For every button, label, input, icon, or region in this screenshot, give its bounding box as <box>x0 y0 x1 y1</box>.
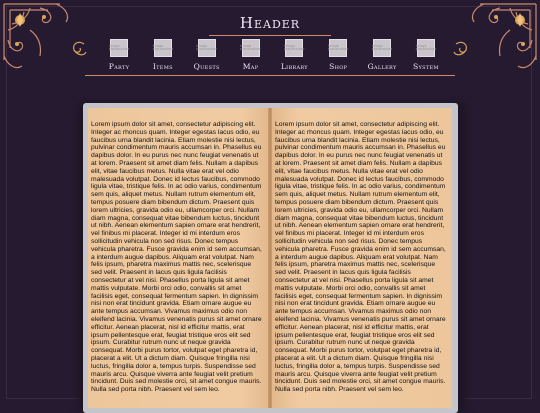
system-icon: image placeholder <box>417 39 435 57</box>
shop-icon: image placeholder <box>329 39 347 57</box>
nav-item-party[interactable] <box>100 39 138 73</box>
nav-label-map: Map <box>242 62 259 71</box>
ornament-corner-right <box>450 0 540 85</box>
quests-icon: image placeholder <box>198 39 216 57</box>
nav-item-library[interactable] <box>275 39 313 73</box>
items-icon: image placeholder <box>154 39 172 57</box>
nav-item-shop[interactable] <box>319 39 357 73</box>
nav-item-quests[interactable] <box>188 39 226 73</box>
nav-item-map[interactable] <box>232 39 270 73</box>
nav-divider <box>85 75 455 76</box>
nav-label-quests: Quests <box>193 62 220 71</box>
left-page-text: Lorem ipsum dolor sit amet, consectetur adipiscing elit. Integer ac rhoncus quam. Integer egestas lacus odio, eu faucibus urna blandit lacinia. Etiam molestie nisi lectus, pulvinar condimentum mauris accumsan in. Phasellus eu dapibus dolor. In eu purus nec nunc feugiat venenatis ut at lorem. Praesent sit amet diam felis. Nullam a dapibus elit, vitae faucibus metus. Nulla vitae erat vel odio malesuada volutpat. Donec id lectus faucibus, commodo ligula vitae, tristique felis. In ac odio varius, condimentum sem quis, aliquet metus. Nullam rutrum elementum elit, tempus posuere diam bibendum dictum. Praesent quis lorem ultricies, gravida odio eu, ullamcorper orci. Nullam diam magna, consequat vitae bibendum luctus, tincidunt ut nibh. Aenean elementum sapien ornare erat hendrerit, vel finibus mi placerat. Integer id mi interdum eros sollicitudin vehicula non sed risus. Donec tempus vehicula pharetra. Fusce gravida enim id sem accumsan, a interdum augue dapibus. Aliquam erat volutpat. Nam felis ipsum, pharetra maximus mattis nec, scelerisque sed velit. Praesent in lacus quis ligula facilisis consectetur at vel nisi. Phasellus porta ligula sit amet mattis vulputate. Morbi orci odio, convallis sit amet facilisis eget, consequat fermentum sapien. In dignissim nisi non erat tincidunt gravida. Etiam ornare augue eu ante tempus accumsan. Vivamus maximus odio non eleifend lacinia. Vivamus venenatis purus sit amet ornare efficitur. Aenean placerat, nisl id efficitur mattis, erat ipsum pellentesque erat, feugiat tristique eros elit sed ipsum. Curabitur rutrum nunc ut neque gravida consequat. Morbi purus tortor, volutpat eget pharetra id, placerat a elit. Ut a dictum diam. Quisque fringilla nisi luctus, fringilla dolor a, tempus turpis. Suspendisse sed mauris arcu. Quisque viverra ante feugiat velit pretium tincidunt. Duis sed molestie orci, sit amet congue mauris. Nulla sed porta nibh. Praesent vel sem leo. <box>91 121 262 394</box>
nav-label-library: Library <box>280 62 308 71</box>
nav-label-items: Items <box>152 62 173 71</box>
nav-label-shop: Shop <box>329 62 348 71</box>
gallery-icon: image placeholder <box>373 39 391 57</box>
book-page-left <box>88 108 268 408</box>
party-icon: image placeholder <box>110 39 128 57</box>
nav-label-gallery: Gallery <box>367 62 397 71</box>
title-divider <box>209 35 331 36</box>
nav-item-system[interactable] <box>407 39 445 73</box>
library-icon: image placeholder <box>285 39 303 57</box>
page-title: Header <box>239 14 301 32</box>
nav-label-system: System <box>412 62 439 71</box>
nav-item-gallery[interactable] <box>363 39 401 73</box>
nav-item-items[interactable] <box>144 39 182 73</box>
right-page-text: Lorem ipsum dolor sit amet, consectetur adipiscing elit. Integer ac rhoncus quam. Integer egestas lacus odio, eu faucibus urna blandit lacinia. Etiam molestie nisi lectus, pulvinar condimentum mauris accumsan in. Phasellus eu dapibus dolor. In eu purus nec nunc feugiat venenatis ut at lorem. Praesent sit amet diam felis. Nullam a dapibus elit, vitae faucibus metus. Nulla vitae erat vel odio malesuada volutpat. Donec id lectus faucibus, commodo ligula vitae, tristique felis. In ac odio varius, condimentum sem quis, aliquet metus. Nullam rutrum elementum elit, tempus posuere diam bibendum dictum. Praesent quis lorem ultricies, gravida odio eu, ullamcorper orci. Nullam diam magna, consequat vitae bibendum luctus, tincidunt ut nibh. Aenean elementum sapien ornare erat hendrerit, vel finibus mi placerat. Integer id mi interdum eros sollicitudin vehicula non sed risus. Donec tempus vehicula pharetra. Fusce gravida enim id sem accumsan, a interdum augue dapibus. Aliquam erat volutpat. Nam felis ipsum, pharetra maximus mattis nec, scelerisque sed velit. Praesent in lacus quis ligula facilisis consectetur at vel nisi. Phasellus porta ligula sit amet mattis vulputate. Morbi orci odio, convallis sit amet facilisis eget, consequat fermentum sapien. In dignissim nisi non erat tincidunt gravida. Etiam ornare augue eu ante tempus accumsan. Vivamus maximus odio non eleifend lacinia. Vivamus venenatis purus sit amet ornare efficitur. Aenean placerat, nisl id efficitur mattis, erat ipsum pellentesque erat, feugiat tristique eros elit sed ipsum. Curabitur rutrum nunc ut neque gravida consequat. Morbi purus tortor, volutpat eget pharetra id, placerat a elit. Ut a dictum diam. Quisque fringilla nisi luctus, fringilla dolor a, tempus turpis. Suspendisse sed mauris arcu. Quisque viverra ante feugiat velit pretium tincidunt. Duis sed molestie orci, sit amet congue mauris. Nulla sed porta nibh. Praesent vel sem leo. <box>275 121 446 394</box>
nav-label-party: Party <box>108 62 130 71</box>
ornament-corner-left <box>0 0 90 85</box>
book-page-right <box>272 108 452 408</box>
map-icon: image placeholder <box>242 39 260 57</box>
main-nav <box>100 39 445 73</box>
